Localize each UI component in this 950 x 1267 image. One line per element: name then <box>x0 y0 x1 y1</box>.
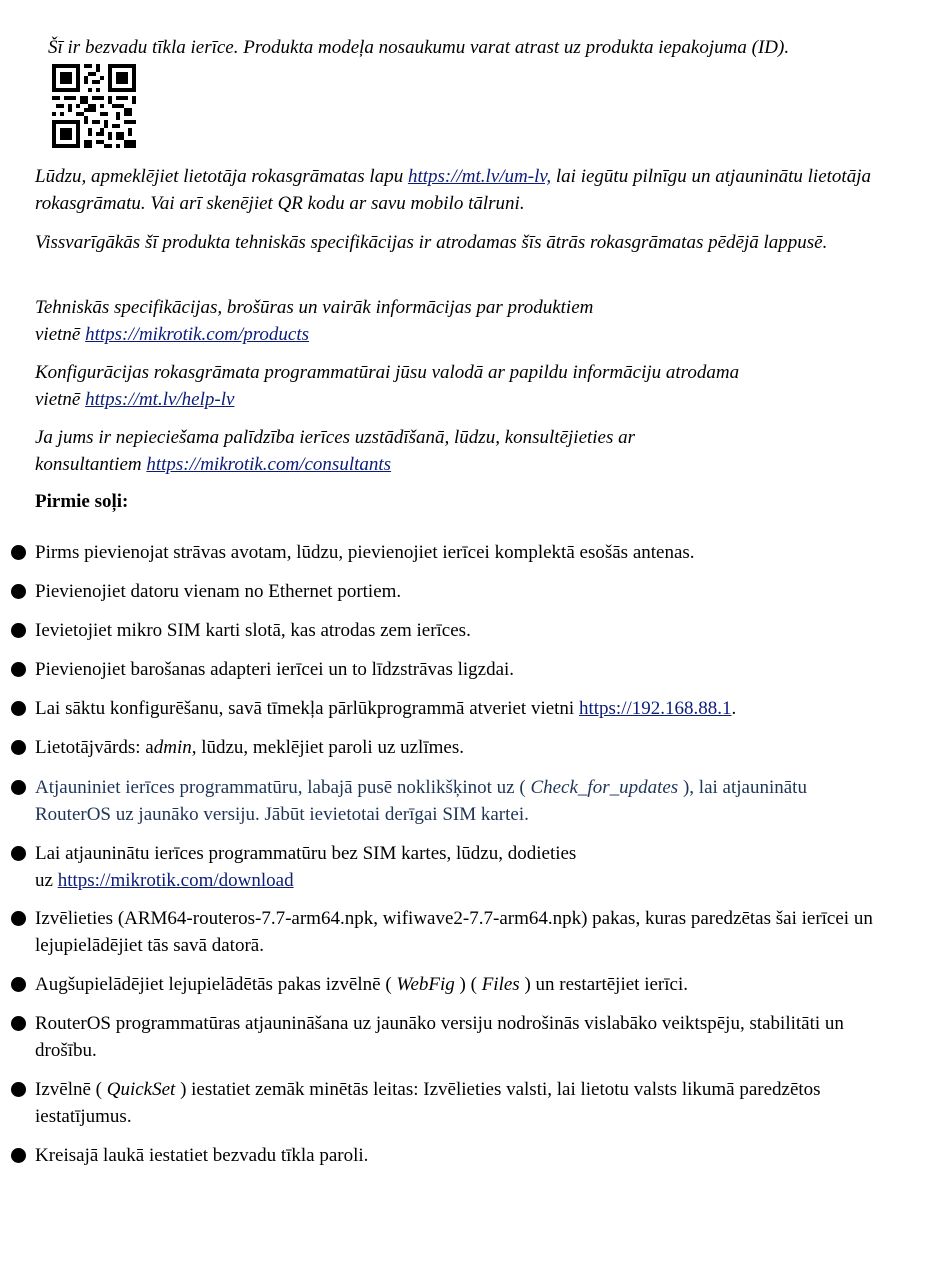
config-text: Konfigurācijas rokasgrāmata programmatūrai jūsu valodā ar papildu informāciju atrodama <box>35 362 740 383</box>
products-text: Tehniskās specifikācijas, brošūras un vairāk informācijas par produktiem <box>35 297 594 318</box>
products-link[interactable]: https://mikrotik.com/products <box>85 324 310 345</box>
qr-code-icon <box>52 64 136 148</box>
manual-paragraph <box>35 163 885 217</box>
config-prefix: vietnē <box>35 389 86 410</box>
consultants-text: Ja jums ir nepieciešama palīdzība ierīces uzstādīšanā, lūdzu, konsultējieties ar <box>35 427 636 448</box>
bullet-icon <box>11 1016 26 1031</box>
step-2 <box>35 578 885 605</box>
files-label: Files <box>481 974 520 995</box>
step-1 <box>35 539 885 566</box>
intro-text: Šī ir bezvadu tīkla ierīce. Produkta modeļa nosaukumu varat atrast uz produkta iepakojuma (ID). <box>48 37 790 58</box>
consultants-paragraph <box>35 424 885 478</box>
bullet-icon <box>11 623 26 638</box>
step-9 <box>35 905 885 959</box>
bullet-icon <box>11 911 26 926</box>
step-3 <box>35 617 885 644</box>
step-12-text: Izvēlnē ( <box>35 1079 107 1100</box>
step-3-text: Ievietojiet mikro SIM karti slotā, kas atrodas zem ierīces. <box>35 620 471 641</box>
bullet-icon <box>11 977 26 992</box>
quickset-label: QuickSet <box>106 1079 176 1100</box>
step-6-text: Lietotājvārds: a <box>35 737 154 758</box>
bullet-icon <box>11 1082 26 1097</box>
step-12-end: ) iestatiet zemāk minētās leitas: Izvēlieties valsti, lai lietotu valsts likumā paredzētos iestatījumus. <box>35 1079 821 1127</box>
step-9-text: Izvēlieties (ARM64-routeros-7.7-arm64.npk, wifiwave2-7.7-arm64.npk) pakas, kuras paredzētas šai ierīcei un lejupielādējiet tās savā datorā. <box>35 908 873 956</box>
step-1-text: Pirms pievienojat strāvas avotam, lūdzu, pievienojiet ierīcei komplektā esošās antenas. <box>35 542 695 563</box>
step-10-text: Augšupielādējiet lejupielādētās pakas izvēlnē ( <box>35 974 397 995</box>
step-7-text: Atjauniniet ierīces programmatūru, labajā pusē noklikšķinot uz ( <box>35 777 531 798</box>
step-10 <box>35 971 885 998</box>
step-8-prefix: uz <box>35 870 58 891</box>
step-10-mid: ) ( <box>454 974 482 995</box>
download-link[interactable]: https://mikrotik.com/download <box>57 870 294 891</box>
step-8-text: Lai atjauninātu ierīces programmatūru bez SIM kartes, lūdzu, dodieties <box>35 843 577 864</box>
bullet-icon <box>11 662 26 677</box>
specs-paragraph: Vissvarīgākās šī produkta tehniskās specifikācijas ir atrodamas šīs ātrās rokasgrāmatas pēdējā lappusē. <box>35 232 828 253</box>
products-prefix: vietnē <box>35 324 86 345</box>
step-6-end: , lūdzu, meklējiet paroli uz uzlīmes. <box>191 737 464 758</box>
bullet-icon <box>11 701 26 716</box>
step-12 <box>35 1076 885 1130</box>
step-2-text: Pievienojiet datoru vienam no Ethernet portiem. <box>35 581 402 602</box>
webfig-label: WebFig <box>396 974 455 995</box>
bullet-icon <box>11 545 26 560</box>
manual-link[interactable]: https://mt.lv/um-lv, <box>407 166 552 187</box>
step-5-end: . <box>731 698 737 719</box>
step-11 <box>35 1010 885 1064</box>
bullet-icon <box>11 1148 26 1163</box>
step-13 <box>35 1142 885 1169</box>
step-5-text: Lai sāktu konfigurēšanu, savā tīmekļa pārlūkprogrammā atveriet vietni <box>35 698 579 719</box>
bullet-icon <box>11 740 26 755</box>
step-4 <box>35 656 885 683</box>
consultants-prefix: konsultantiem <box>35 454 147 475</box>
manual-text-after: lai iegūtu pilnīgu un atjauninātu lietotāja rokasgrāmatu. Vai arī skenējiet QR kodu ar savu mobilo tālruni. <box>35 166 871 214</box>
step-6 <box>35 734 885 761</box>
step-11-text: RouterOS programmatūras atjaunināšana uz jaunāko versiju nodrošinās vislabāko veiktspēju, stabilitāti un drošību. <box>35 1013 844 1061</box>
username-value: dmin <box>153 737 192 758</box>
step-4-text: Pievienojiet barošanas adapteri ierīcei un to līdzstrāvas ligzdai. <box>35 659 515 680</box>
step-13-text: Kreisajā laukā iestatiet bezvadu tīkla paroli. <box>35 1145 369 1166</box>
bullet-icon <box>11 584 26 599</box>
manual-text: Lūdzu, apmeklējiet lietotāja rokasgrāmatas lapu <box>35 166 408 187</box>
first-steps-heading: Pirmie soļi: <box>35 491 129 512</box>
step-8 <box>35 840 885 894</box>
step-5 <box>35 695 885 722</box>
config-paragraph <box>35 359 885 413</box>
consultants-link[interactable]: https://mikrotik.com/consultants <box>146 454 392 475</box>
help-link[interactable]: https://mt.lv/help-lv <box>85 389 235 410</box>
bullet-icon <box>11 780 26 795</box>
step-7 <box>35 774 885 828</box>
products-paragraph <box>35 294 885 348</box>
router-address-link[interactable]: https://192.168.88.1 <box>578 698 732 719</box>
step-7-end: ), lai atjauninātu RouterOS uz jaunāko versiju. Jābūt ievietotai derīgai SIM kartei. <box>35 777 807 825</box>
check-for-updates-label: Check_for_updates <box>530 777 679 798</box>
bullet-icon <box>11 846 26 861</box>
step-10-end: ) un restartējiet ierīci. <box>519 974 688 995</box>
